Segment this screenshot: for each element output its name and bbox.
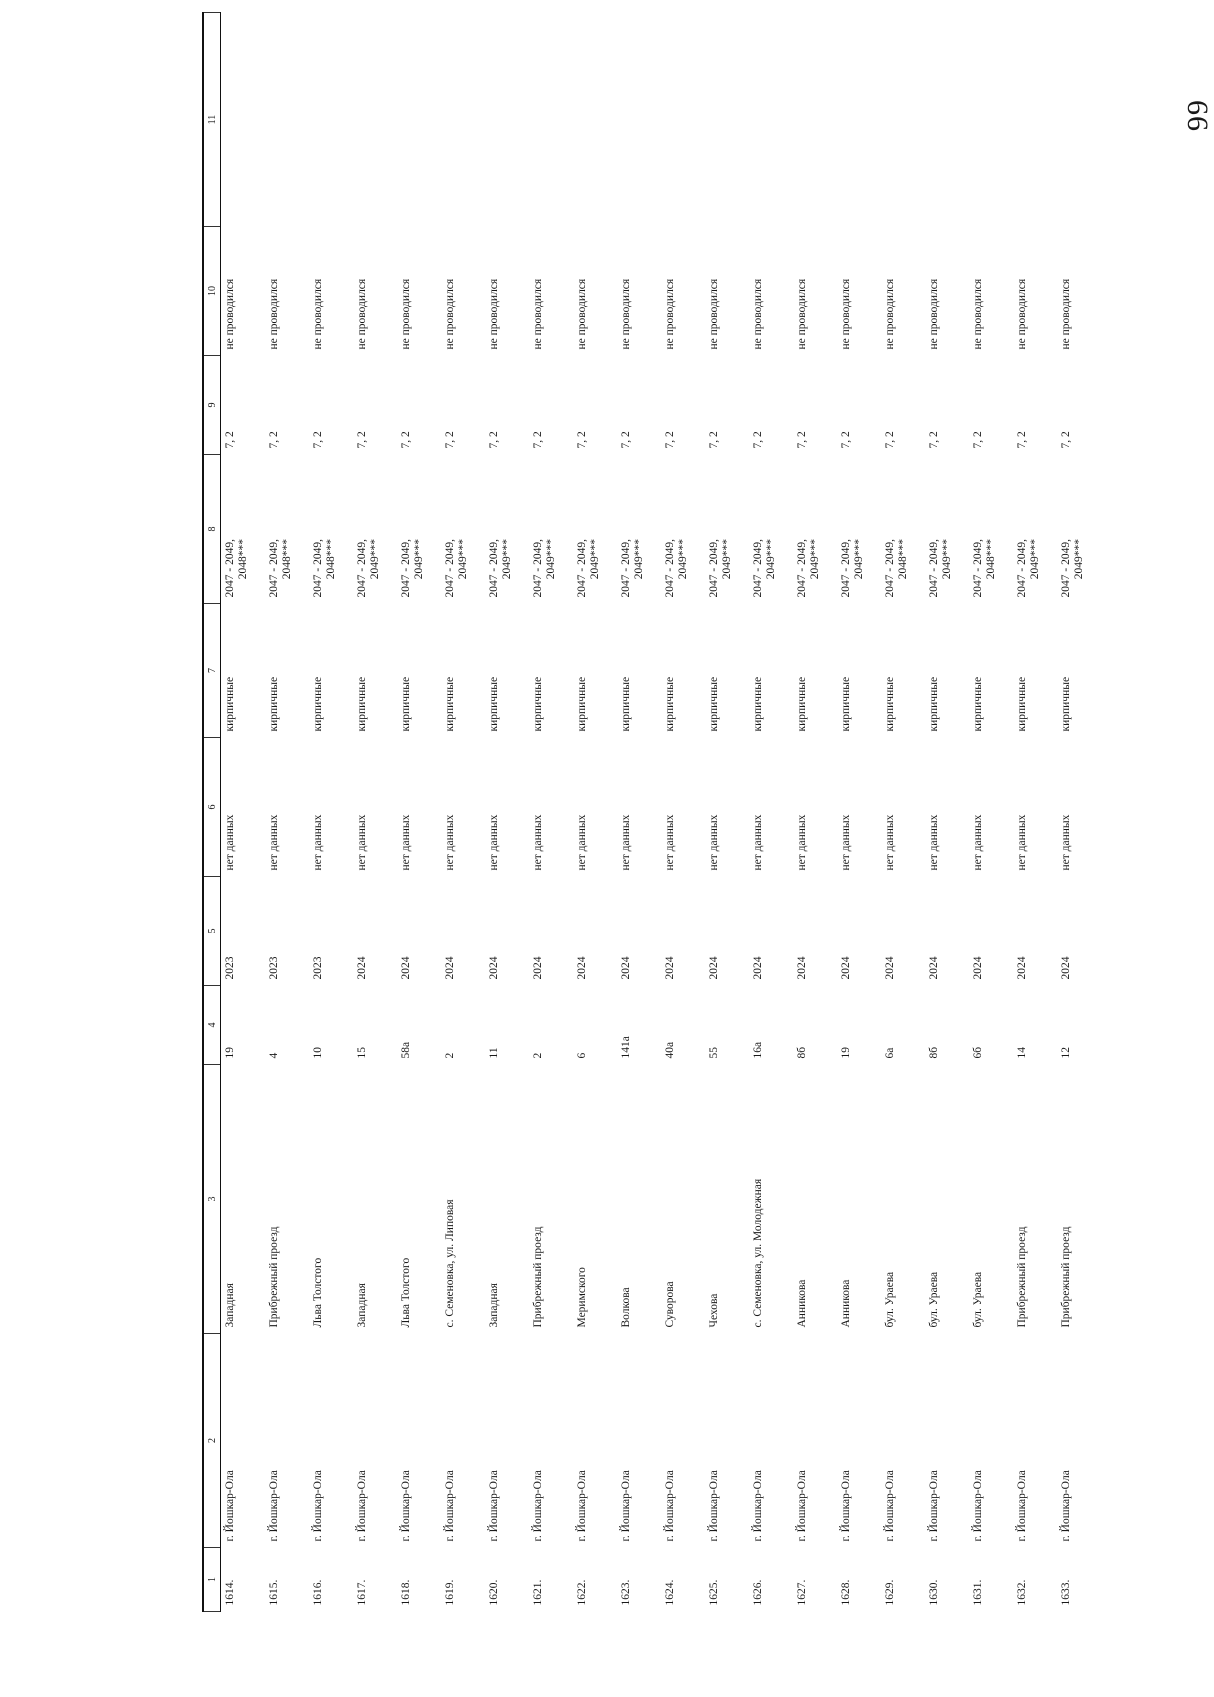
status-cell: не проводился <box>356 278 368 350</box>
material-cell: кирпичные <box>356 676 368 732</box>
city-cell: г. Йошкар-Ола <box>752 1470 764 1542</box>
code-cell: 7, 2 <box>312 431 324 449</box>
empty-cell <box>793 13 837 227</box>
city-cell: г. Йошкар-Ола <box>620 1470 632 1542</box>
street-cell: Западная <box>488 1283 500 1328</box>
house-number-cell: 6а <box>884 1047 896 1059</box>
year-cell: 2024 <box>928 956 940 980</box>
period-text: 2047 - 2049, 2049*** <box>400 539 425 598</box>
empty-cell <box>441 13 485 227</box>
column-header-8: 8 <box>203 455 221 604</box>
status-cell: не проводился <box>488 278 500 350</box>
column-header-7: 7 <box>203 604 221 738</box>
code-cell: 7, 2 <box>576 431 588 449</box>
empty-cell <box>617 13 661 227</box>
street-cell: Прибрежный проезд <box>1060 1226 1072 1328</box>
row-number: 1622. <box>576 1579 588 1606</box>
period-cell <box>309 455 353 604</box>
code-cell: 7, 2 <box>488 431 500 449</box>
year-cell: 2024 <box>532 956 544 980</box>
year-cell: 2024 <box>884 956 896 980</box>
material-cell: кирпичные <box>1016 676 1028 732</box>
column-header-6: 6 <box>203 738 221 877</box>
period-cell <box>749 455 793 604</box>
row-number: 1624. <box>664 1579 676 1606</box>
period-text: 2047 - 2049, 2049*** <box>444 539 469 598</box>
code-cell: 7, 2 <box>928 431 940 449</box>
empty-cell <box>661 13 705 227</box>
info-cell: нет данных <box>268 814 280 871</box>
empty-cell <box>573 13 617 227</box>
empty-cell <box>1013 13 1057 227</box>
period-text: 2047 - 2049, 2049*** <box>1060 539 1085 598</box>
house-number-cell: 2 <box>532 1052 544 1059</box>
material-cell: кирпичные <box>840 676 852 732</box>
house-number-cell: 58а <box>400 1041 412 1059</box>
status-cell: не проводился <box>620 278 632 350</box>
street-cell: Прибрежный проезд <box>532 1226 544 1328</box>
material-cell: кирпичные <box>268 676 280 732</box>
street-cell: бул. Ураева <box>972 1271 984 1328</box>
street-cell: Западная <box>356 1283 368 1328</box>
house-number-cell: 19 <box>840 1047 852 1059</box>
status-cell: не проводился <box>532 278 544 350</box>
empty-cell <box>1057 13 1096 227</box>
period-cell <box>705 455 749 604</box>
table-row <box>573 13 617 1612</box>
city-cell: г. Йошкар-Ола <box>840 1470 852 1542</box>
row-number: 1616. <box>312 1579 324 1606</box>
status-cell: не проводился <box>972 278 984 350</box>
empty-cell <box>529 13 573 227</box>
city-cell: г. Йошкар-Ола <box>884 1470 896 1542</box>
empty-cell <box>353 13 397 227</box>
material-cell: кирпичные <box>664 676 676 732</box>
empty-cell <box>969 13 1013 227</box>
period-text: 2047 - 2049, 2049*** <box>928 539 953 598</box>
info-cell: нет данных <box>224 814 236 871</box>
table-row <box>529 13 573 1612</box>
status-cell: не проводился <box>268 278 280 350</box>
column-header-10: 10 <box>203 227 221 356</box>
table-row <box>925 13 969 1612</box>
street-cell: бул. Ураева <box>928 1271 940 1328</box>
period-text: 2047 - 2049, 2049*** <box>796 539 821 598</box>
info-cell: нет данных <box>1060 814 1072 871</box>
period-text: 2047 - 2049, 2049*** <box>488 539 513 598</box>
street-cell: Меримского <box>576 1267 588 1328</box>
table-row <box>397 13 441 1612</box>
material-cell: кирпичные <box>928 676 940 732</box>
material-cell: кирпичные <box>312 676 324 732</box>
info-cell: нет данных <box>840 814 852 871</box>
period-text: 2047 - 2049, 2049*** <box>752 539 777 598</box>
rotated-table-container <box>202 112 1085 1612</box>
table-body <box>221 13 1097 1612</box>
status-cell: не проводился <box>1016 278 1028 350</box>
year-cell: 2024 <box>400 956 412 980</box>
period-text: 2047 - 2049, 2048*** <box>972 539 997 598</box>
street-cell: с. Семеновка, ул. Липовая <box>444 1199 456 1328</box>
period-cell <box>485 455 529 604</box>
info-cell: нет данных <box>752 814 764 871</box>
city-cell: г. Йошкар-Ола <box>972 1470 984 1542</box>
code-cell: 7, 2 <box>796 431 808 449</box>
year-cell: 2024 <box>1016 956 1028 980</box>
info-cell: нет данных <box>1016 814 1028 871</box>
code-cell: 7, 2 <box>620 431 632 449</box>
code-cell: 7, 2 <box>664 431 676 449</box>
code-cell: 7, 2 <box>884 431 896 449</box>
year-cell: 2024 <box>1060 956 1072 980</box>
material-cell: кирпичные <box>972 676 984 732</box>
material-cell: кирпичные <box>1060 676 1072 732</box>
house-number-cell: 8б <box>928 1046 940 1059</box>
table-row <box>485 13 529 1612</box>
year-cell: 2024 <box>620 956 632 980</box>
material-cell: кирпичные <box>224 676 236 732</box>
year-cell: 2024 <box>356 956 368 980</box>
period-text: 2047 - 2049, 2049*** <box>840 539 865 598</box>
row-number: 1619. <box>444 1579 456 1606</box>
street-cell: Анникова <box>796 1279 808 1328</box>
city-cell: г. Йошкар-Ола <box>400 1470 412 1542</box>
table-row <box>749 13 793 1612</box>
material-cell: кирпичные <box>532 676 544 732</box>
period-text: 2047 - 2049, 2049*** <box>532 539 557 598</box>
housing-table <box>202 12 1096 1612</box>
period-cell <box>661 455 705 604</box>
house-number-cell: 4 <box>268 1052 280 1059</box>
row-number: 1621. <box>532 1579 544 1606</box>
empty-cell <box>925 13 969 227</box>
period-cell <box>793 455 837 604</box>
empty-cell <box>265 13 309 227</box>
code-cell: 7, 2 <box>752 431 764 449</box>
street-cell: Прибрежный проезд <box>268 1226 280 1328</box>
city-cell: г. Йошкар-Ола <box>928 1470 940 1542</box>
column-header-5: 5 <box>203 877 221 986</box>
city-cell: г. Йошкар-Ола <box>576 1470 588 1542</box>
table-row <box>705 13 749 1612</box>
info-cell: нет данных <box>400 814 412 871</box>
row-number: 1631. <box>972 1579 984 1606</box>
period-cell <box>1013 455 1057 604</box>
year-cell: 2024 <box>708 956 720 980</box>
code-cell: 7, 2 <box>224 431 236 449</box>
year-cell: 2023 <box>312 956 324 980</box>
city-cell: г. Йошкар-Ола <box>268 1470 280 1542</box>
house-number-cell: 10 <box>312 1047 324 1059</box>
status-cell: не проводился <box>752 278 764 350</box>
year-cell: 2024 <box>840 956 852 980</box>
period-text: 2047 - 2049, 2048*** <box>268 539 293 598</box>
empty-cell <box>837 13 881 227</box>
empty-cell <box>485 13 529 227</box>
city-cell: г. Йошкар-Ола <box>312 1470 324 1542</box>
column-header-11: 11 <box>203 13 221 227</box>
city-cell: г. Йошкар-Ола <box>1060 1470 1072 1542</box>
info-cell: нет данных <box>444 814 456 871</box>
period-cell <box>837 455 881 604</box>
table-row <box>353 13 397 1612</box>
street-cell: Льва Толстого <box>312 1257 324 1328</box>
info-cell: нет данных <box>576 814 588 871</box>
period-cell <box>969 455 1013 604</box>
column-header-2: 2 <box>203 1334 221 1548</box>
code-cell: 7, 2 <box>356 431 368 449</box>
row-number: 1615. <box>268 1579 280 1606</box>
status-cell: не проводился <box>664 278 676 350</box>
material-cell: кирпичные <box>752 676 764 732</box>
house-number-cell: 55 <box>708 1047 720 1059</box>
period-text: 2047 - 2049, 2048*** <box>224 539 249 598</box>
code-cell: 7, 2 <box>840 431 852 449</box>
period-cell <box>881 455 925 604</box>
row-number: 1620. <box>488 1579 500 1606</box>
street-cell: Западная <box>224 1283 236 1328</box>
year-cell: 2024 <box>796 956 808 980</box>
row-number: 1633. <box>1060 1579 1072 1606</box>
table-row <box>881 13 925 1612</box>
city-cell: г. Йошкар-Ола <box>488 1470 500 1542</box>
street-cell: бул. Ураева <box>884 1271 896 1328</box>
period-cell <box>1057 455 1096 604</box>
status-cell: не проводился <box>400 278 412 350</box>
material-cell: кирпичные <box>620 676 632 732</box>
city-cell: г. Йошкар-Ола <box>708 1470 720 1542</box>
row-number: 1628. <box>840 1579 852 1606</box>
info-cell: нет данных <box>664 814 676 871</box>
status-cell: не проводился <box>576 278 588 350</box>
code-cell: 7, 2 <box>708 431 720 449</box>
header-row <box>203 13 221 1612</box>
empty-cell <box>309 13 353 227</box>
info-cell: нет данных <box>708 814 720 871</box>
row-number: 1632. <box>1016 1579 1028 1606</box>
page-number: 66 <box>1181 100 1214 132</box>
code-cell: 7, 2 <box>532 431 544 449</box>
house-number-cell: 14 <box>1016 1047 1028 1059</box>
status-cell: не проводился <box>796 278 808 350</box>
table-row <box>793 13 837 1612</box>
status-cell: не проводился <box>840 278 852 350</box>
city-cell: г. Йошкар-Ола <box>796 1470 808 1542</box>
info-cell: нет данных <box>488 814 500 871</box>
material-cell: кирпичные <box>488 676 500 732</box>
house-number-cell: 40а <box>664 1041 676 1059</box>
period-text: 2047 - 2049, 2048*** <box>884 539 909 598</box>
street-cell: Анникова <box>840 1279 852 1328</box>
material-cell: кирпичные <box>444 676 456 732</box>
year-cell: 2023 <box>224 956 236 980</box>
info-cell: нет данных <box>620 814 632 871</box>
period-text: 2047 - 2049, 2049*** <box>1016 539 1041 598</box>
year-cell: 2024 <box>752 956 764 980</box>
year-cell: 2024 <box>972 956 984 980</box>
house-number-cell: 141а <box>620 1036 632 1059</box>
table-row <box>617 13 661 1612</box>
status-cell: не проводился <box>444 278 456 350</box>
street-cell: Чехова <box>708 1293 720 1328</box>
house-number-cell: 8б <box>796 1046 808 1059</box>
code-cell: 7, 2 <box>1016 431 1028 449</box>
table-row <box>969 13 1013 1612</box>
city-cell: г. Йошкар-Ола <box>1016 1470 1028 1542</box>
status-cell: не проводился <box>312 278 324 350</box>
empty-cell <box>705 13 749 227</box>
status-cell: не проводился <box>884 278 896 350</box>
column-header-3: 3 <box>203 1065 221 1334</box>
period-cell <box>397 455 441 604</box>
house-number-cell: 15 <box>356 1047 368 1059</box>
period-text: 2047 - 2049, 2049*** <box>708 539 733 598</box>
row-number: 1626. <box>752 1579 764 1606</box>
empty-cell <box>749 13 793 227</box>
empty-cell <box>397 13 441 227</box>
table-row <box>1013 13 1057 1612</box>
period-cell <box>221 455 266 604</box>
period-text: 2047 - 2049, 2049*** <box>620 539 645 598</box>
row-number: 1623. <box>620 1579 632 1606</box>
row-number: 1617. <box>356 1579 368 1606</box>
info-cell: нет данных <box>356 814 368 871</box>
period-cell <box>925 455 969 604</box>
code-cell: 7, 2 <box>400 431 412 449</box>
code-cell: 7, 2 <box>268 431 280 449</box>
period-text: 2047 - 2049, 2049*** <box>664 539 689 598</box>
column-header-4: 4 <box>203 986 221 1065</box>
city-cell: г. Йошкар-Ола <box>356 1470 368 1542</box>
status-cell: не проводился <box>708 278 720 350</box>
row-number: 1625. <box>708 1579 720 1606</box>
material-cell: кирпичные <box>884 676 896 732</box>
info-cell: нет данных <box>972 814 984 871</box>
info-cell: нет данных <box>884 814 896 871</box>
row-number: 1629. <box>884 1579 896 1606</box>
period-text: 2047 - 2049, 2048*** <box>312 539 337 598</box>
table-row <box>441 13 485 1612</box>
info-cell: нет данных <box>796 814 808 871</box>
house-number-cell: 2 <box>444 1052 456 1059</box>
period-text: 2047 - 2049, 2049*** <box>576 539 601 598</box>
period-cell <box>617 455 661 604</box>
column-header-9: 9 <box>203 356 221 455</box>
status-cell: не проводился <box>224 278 236 350</box>
table-row <box>1057 13 1096 1612</box>
table-row <box>265 13 309 1612</box>
street-cell: Прибрежный проезд <box>1016 1226 1028 1328</box>
city-cell: г. Йошкар-Ола <box>224 1470 236 1542</box>
info-cell: нет данных <box>532 814 544 871</box>
period-cell <box>529 455 573 604</box>
house-number-cell: 19 <box>224 1047 236 1059</box>
code-cell: 7, 2 <box>1060 431 1072 449</box>
period-cell <box>573 455 617 604</box>
table-row <box>309 13 353 1612</box>
status-cell: не проводился <box>928 278 940 350</box>
street-cell: Суворова <box>664 1281 676 1328</box>
empty-cell <box>221 13 266 227</box>
house-number-cell: 6б <box>972 1046 984 1059</box>
table-row <box>661 13 705 1612</box>
house-number-cell: 11 <box>488 1047 500 1059</box>
table-header <box>203 13 221 1612</box>
city-cell: г. Йошкар-Ола <box>444 1470 456 1542</box>
material-cell: кирпичные <box>796 676 808 732</box>
material-cell: кирпичные <box>708 676 720 732</box>
period-cell <box>441 455 485 604</box>
material-cell: кирпичные <box>576 676 588 732</box>
year-cell: 2023 <box>268 956 280 980</box>
empty-cell <box>881 13 925 227</box>
table-row <box>221 13 266 1612</box>
code-cell: 7, 2 <box>972 431 984 449</box>
street-cell: Волкова <box>620 1287 632 1328</box>
material-cell: кирпичные <box>400 676 412 732</box>
info-cell: нет данных <box>312 814 324 871</box>
street-cell: Льва Толстого <box>400 1257 412 1328</box>
house-number-cell: 12 <box>1060 1047 1072 1059</box>
row-number: 1618. <box>400 1579 412 1606</box>
street-cell: с. Семеновка, ул. Молодежная <box>752 1178 764 1328</box>
year-cell: 2024 <box>664 956 676 980</box>
row-number: 1630. <box>928 1579 940 1606</box>
code-cell: 7, 2 <box>444 431 456 449</box>
year-cell: 2024 <box>488 956 500 980</box>
year-cell: 2024 <box>444 956 456 980</box>
table-row <box>837 13 881 1612</box>
status-cell: не проводился <box>1060 278 1072 350</box>
info-cell: нет данных <box>928 814 940 871</box>
house-number-cell: 6 <box>576 1052 588 1059</box>
city-cell: г. Йошкар-Ола <box>532 1470 544 1542</box>
year-cell: 2024 <box>576 956 588 980</box>
period-cell <box>265 455 309 604</box>
row-number: 1614. <box>224 1579 236 1606</box>
house-number-cell: 16а <box>752 1041 764 1059</box>
period-text: 2047 - 2049, 2049*** <box>356 539 381 598</box>
row-number: 1627. <box>796 1579 808 1606</box>
city-cell: г. Йошкар-Ола <box>664 1470 676 1542</box>
column-header-1: 1 <box>203 1548 221 1612</box>
period-cell <box>353 455 397 604</box>
